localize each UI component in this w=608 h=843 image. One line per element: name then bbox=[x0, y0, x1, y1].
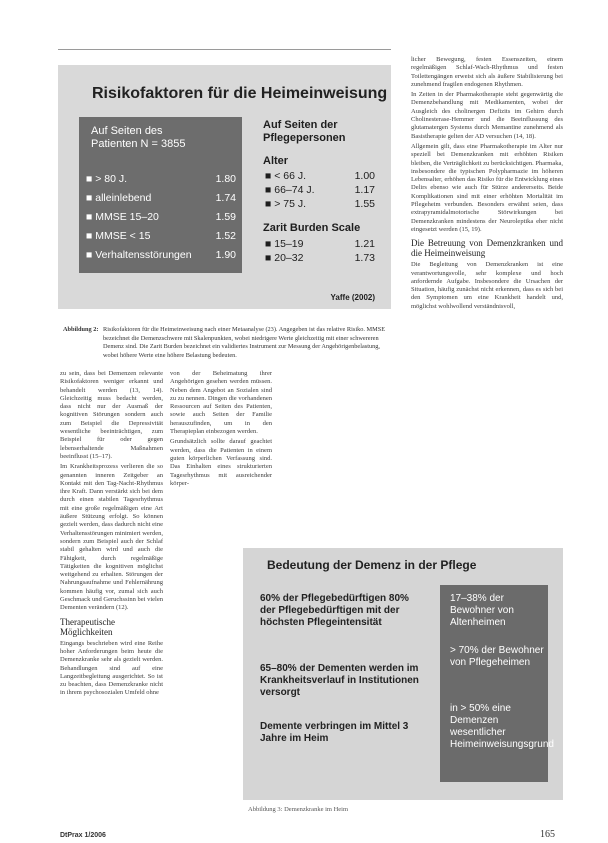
right-block: > 70% der Bewohner von Pflegeheimen bbox=[450, 645, 544, 668]
paragraph: zu sein, dass bei Demenzen relevante Risikofaktoren weniger erkannt und behandelt werden (13, 14). Gleichzeitig muss bedacht werden, dass nicht nur der Ausmaß der kognitiven Störungen sondern auch zum Beispiel die Depressivität wesentliche beeinträchtigen, zum Beispiel für oder gegen lebenserhaltende Maßnahmen beeinflusst (15–17). bbox=[60, 370, 163, 460]
paragraph: Allgemein gilt, dass eine Pharmakotherapie im Alter nur speziell bei Demenzkranken mit erhöhten Risiken bleiben, die Verträglichkeit zu berücksichtigen. Pharmaka, insbesondere die typischen Polypharmazie im höheren Lebensalter, erhöhen das Risiko für die Entwicklung eines Delirs ebenso wie auch für Stürze andererseits. Beide Komplikationen sind mit einer erhöhten Mortalität im Pflegeheim verbunden. Besonders erwähnt seien, dass extrapyramidalmotorische Störwirkungen bei Demenzkranken mindestens der Neuroleptika eher nicht eingesetzt werden (15, 19). bbox=[411, 142, 563, 233]
journal-footer: DtPrax 1/2006 bbox=[60, 832, 106, 839]
zarit-row: ■ 15–19 1.21 bbox=[265, 238, 375, 250]
age-row: ■ < 66 J. 1.00 bbox=[265, 170, 375, 182]
zarit-row: ■ 20–32 1.73 bbox=[265, 252, 375, 264]
patient-row: ■ > 80 J. 1.80 bbox=[86, 173, 236, 185]
figure2-caption: Abbildung 3: Demenzkranke im Heim bbox=[248, 806, 349, 813]
figure-title: Bedeutung der Demenz in der Pflege bbox=[267, 558, 477, 572]
caption-label: Abbildung 2: bbox=[63, 326, 99, 333]
age-label: Alter bbox=[263, 155, 289, 167]
page-number: 165 bbox=[540, 829, 555, 840]
figure1-caption bbox=[63, 326, 393, 360]
figure-credit: Yaffe (2002) bbox=[330, 293, 375, 302]
right-block: in > 50% eine Demenzen wesentlicher Heimeinweisungsgrund bbox=[450, 703, 554, 750]
figure-title: Risikofaktoren für die Heimeinweisung bbox=[92, 85, 388, 102]
patient-row: ■ MMSE < 15 1.52 bbox=[86, 230, 236, 242]
top-rule bbox=[58, 49, 391, 50]
patient-row: ■ Verhaltensstörungen 1.90 bbox=[86, 249, 236, 261]
middle-column bbox=[170, 370, 272, 542]
left-block: 65–80% der Dementen werden im Krankheitsverlauf in Institutionen versorgt bbox=[260, 663, 419, 698]
paragraph: von der Beheimatung ihrer Angehörigen gesehen werden müssen. Neben dem Angebot an Sozialen sind zu zu nennen. Dingen die vorhandenen Ressourcen auf Seiten des Patienten, sowie auch Seiten der Familie herauszufinden, um in den Therapieplan einbezogen werden. bbox=[170, 370, 272, 436]
paragraph: Im Krankheitsprozess verlieren die so genannten inneren Zeitgeber an Kontakt mit den Tag-Nacht-Rhythmus ihre Kraft. Dann verstärkt sich bei dem durch einen stabilen Tagesrhythmus mit eine große regelmäßigen eine Art äußere Stützung erfolgt. So können gezielt werden, dass dadurch nicht eine Verhaltensstörungen minimiert werden, sondern zum Beispiel auch der Schlaf stabil gehalten wird und auch die Fähigkeit, durch regelmäßige Tätigkeiten die kognitiven möglichst weitgehend zu erhalten. Störungen der Nahrungsaufnahme und Fehlernährung kommen häufig vor, zumal sich auch Geschmack und Geruchssinn bei vielen Dementen verändern (12). bbox=[60, 463, 163, 612]
dementia-care-figure bbox=[243, 548, 563, 800]
carer-header: Auf Seiten der Pflegepersonen bbox=[263, 119, 346, 144]
patient-row: ■ MMSE 15–20 1.59 bbox=[86, 211, 236, 223]
left-column bbox=[60, 370, 163, 798]
paragraph: Die Begleitung von Demenzkranken ist eine verantwortungsvolle, sehr komplexe und hoch anfordernde Aufgabe. Insbesondere die Ursachen der Situation, häufig zunächst nicht erkennen, dass es sich bei den Symptomen um eine Krankheit handelt und, möglichst wohlwollend verständnisvoll, bbox=[411, 261, 563, 310]
caption-text: Risikofaktoren für die Heimeinweisung nach einer Metaanalyse (23). Angegeben ist das relative Risiko. MMSE bezeichnet die Demenzschwere mit Skalenpunkten, wobei niedrigere Werte gleichzeitig mit einer schwereren Demenz sind. Die Zarit Burden bezeichnet ein validiertes Instrument zur Messung der Angehörigenbelastung, wobei höhere Werte eine höhere Belastung bedeuten. bbox=[103, 326, 386, 359]
left-block: 60% der Pflegebedürftigen 80% der Pflegebedürftigen mit der höchsten Pflegeintensität bbox=[260, 593, 409, 628]
section-heading: Die Betreuung von Demenzkranken und die Heimeinweisung bbox=[411, 238, 563, 259]
patient-header: Auf Seiten des Patienten N = 3855 bbox=[91, 125, 186, 150]
patient-row: ■ alleinlebend 1.74 bbox=[86, 192, 236, 204]
paragraph: licher Bewegung, festen Essenszeiten, einem regelmäßigen Schlaf-Wach-Rhythmus und festen Toilettengängen erweist sich als äußere Stabilisierung bei zunehmend fragilen endogenen Rhythmen. bbox=[411, 56, 563, 88]
age-row: ■ > 75 J. 1.55 bbox=[265, 198, 375, 210]
paragraph: Eingangs beschrieben wird eine Reihe hoher Anforderungen beim heute die Demenzkranke sehr als gezielt werden. Behandlungen sind auf eine Langzeitbegleitung ausgerichtet. So ist zu beachten, dass Demenzkranke nicht in ihrem psychosozialen Umfeld ohne bbox=[60, 639, 163, 697]
section-heading: Therapeutische Möglichkeiten bbox=[60, 616, 115, 637]
age-row: ■ 66–74 J. 1.17 bbox=[265, 184, 375, 196]
paragraph: In Zeiten in der Pharmakotherapie steht gegenwärtig die Demenzbehandlung mit Medikamenten, wobei der Ausgleich des cholinergen Defizits im Gehirn durch Cholinesterase-Hemmer und die Beeinflussung des glutamatergen Systems durch Memantine zunehmend als Basistherapie gelten der AD versuchen (14, 18). bbox=[411, 91, 563, 140]
zarit-label: Zarit Burden Scale bbox=[263, 222, 361, 234]
dark-box bbox=[440, 585, 554, 782]
right-block: 17–38% der Bewohner von Altenheimen bbox=[450, 593, 514, 628]
left-block: Demente verbringen im Mittel 3 Jahre im Heim bbox=[260, 721, 409, 744]
paragraph: Grundsätzlich sollte darauf geachtet werden, dass die Patienten in einem guten körperlichen Verfassung sind. Das Einhalten eines strukturierten Tagesrhythmus mit ausreichender körper- bbox=[170, 438, 272, 487]
patient-box bbox=[79, 117, 242, 273]
right-column bbox=[411, 56, 563, 542]
risk-factors-figure bbox=[58, 65, 391, 309]
